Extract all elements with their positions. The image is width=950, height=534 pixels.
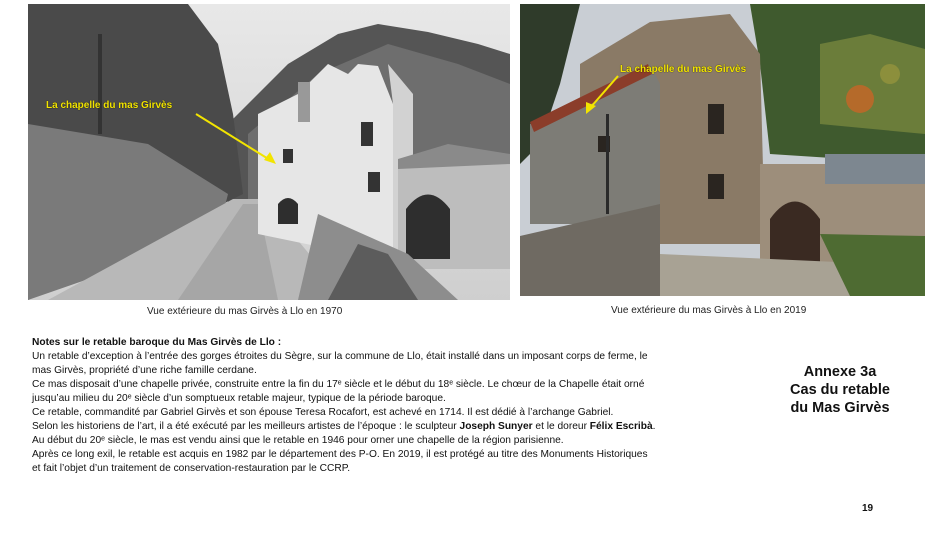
notes-line: et fait l’objet d’un traitement de conservation-restauration par le CCRP. [32, 463, 351, 474]
annexe-title [770, 363, 910, 417]
notes-line: Au début du 20ᵉ siècle, le mas est vendu ainsi que le retable en 1946 pour orner une chapelle de la région parisienne. [32, 435, 564, 446]
notes-heading: Notes sur le retable baroque du Mas Girvès de Llo : [32, 337, 282, 348]
annexe-line-2: Cas du retable [790, 382, 890, 398]
notes-line: Ce mas disposait d’une chapelle privée, construite entre la fin du 17ᵉ siècle et le début du 18ᵉ siècle. Le chœur de la Chapelle était orné [32, 379, 645, 390]
caption-left: Vue extérieure du mas Girvès à Llo en 1970 [147, 306, 343, 317]
artists-prefix: Selon les historiens de l’art, il a été exécuté par les meilleurs artistes de l’époque : le sculpteur [32, 421, 460, 432]
notes-line: jusqu’au milieu du 20ᵉ siècle d’un somptueux retable majeur, typique de la période baroque. [32, 393, 446, 404]
artists-suffix: . [652, 421, 656, 432]
photo-1970 [28, 4, 510, 300]
page-number: 19 [862, 503, 874, 514]
caption-right: Vue extérieure du mas Girvès à Llo en 2019 [611, 305, 807, 316]
artists-middle: et le doreur [532, 421, 590, 432]
photo-2019-image [520, 4, 925, 296]
notes-line: Un retable d’exception à l’entrée des gorges étroites du Sègre, sur la commune de Llo, était installé dans un imposant corps de ferme, le [32, 351, 648, 362]
notes-artists-line [32, 420, 712, 434]
notes-line: Après ce long exil, le retable est acquis en 1982 par le département des P-O. En 2019, il est protégé au titre des Monuments Historiques [32, 449, 648, 460]
sculptor-name: Joseph Sunyer [459, 421, 533, 432]
annexe-line-3: du Mas Girvès [790, 400, 890, 416]
notes-block [32, 336, 712, 476]
notes-line: Ce retable, commandité par Gabriel Girvès et son épouse Teresa Rocafort, est achevé en 1714. Il est dédié à l’archange Gabriel. [32, 407, 614, 418]
photo-2019 [520, 4, 925, 296]
callout-right: La chapelle du mas Girvès [620, 64, 747, 75]
annexe-line-1: Annexe 3a [803, 364, 877, 380]
callout-left: La chapelle du mas Girvès [46, 100, 173, 111]
notes-line: mas Girvès, propriété d’une riche famille cerdane. [32, 365, 257, 376]
photo-1970-image [28, 4, 510, 300]
gilder-name: Félix Escribà [589, 421, 653, 432]
